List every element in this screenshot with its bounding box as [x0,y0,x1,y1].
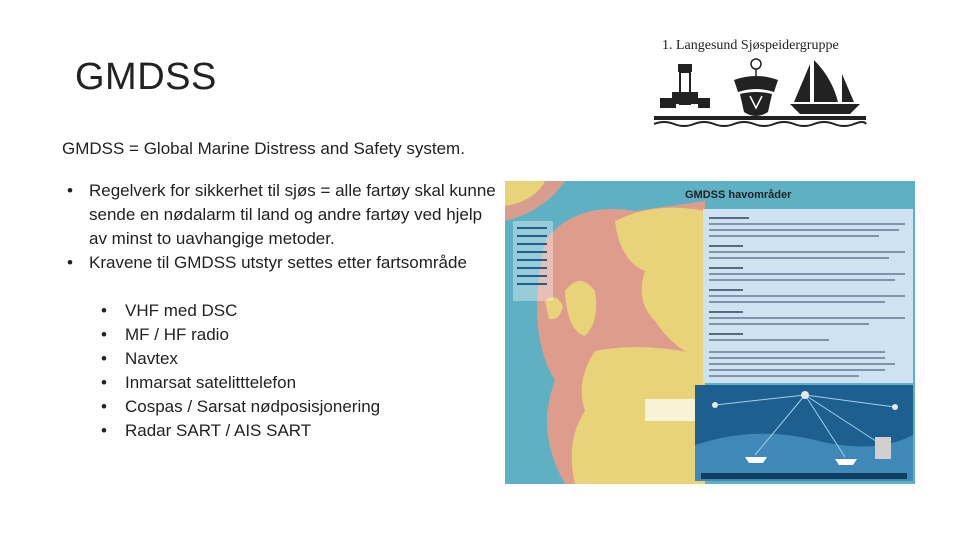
panel-text-line [709,369,885,371]
main-bullet-list [62,179,502,275]
panel-text-line [709,295,905,297]
equipment-item: • Inmarsat satelitttelefon [99,371,502,395]
sea-areas-figure [505,181,915,484]
map-info-box [645,399,701,421]
equipment-item: • Cospas / Sarsat nødposisjonering [99,395,502,419]
map-legend-line [517,283,547,285]
bullet-item: • Regelverk for sikkerhet til sjøs = alle fartøy skal kunne sende en nødalarm til land og andre fartøy ved hjelp av minst to uavhangige metoder. [62,179,502,251]
coast-station-icon [875,437,891,459]
equipment-item: • Radar SART / AIS SART [99,419,502,443]
map-legend-line [517,251,547,253]
scout-emblem-icon [734,59,778,116]
map-legend-line [517,275,547,277]
satellite-communication-diagram [695,385,913,481]
lighthouse-icon [660,64,710,108]
club-logo [650,34,872,134]
panel-text-line [709,323,869,325]
satellite-icon [801,391,809,399]
panel-text-line [709,301,885,303]
panel-text-line [709,363,895,365]
panel-text-line [709,279,895,281]
panel-text-line [709,289,743,291]
map-legend-line [517,227,547,229]
bullet-item: • Kravene til GMDSS utstyr settes etter fartsområde [62,251,502,275]
logo-graphic [650,56,872,134]
panel-text-line [709,317,905,319]
panel-text-line [709,251,905,253]
panel-text-line [709,351,885,353]
equipment-item: • VHF med DSC [99,299,502,323]
logo-text: 1. Langesund Sjøspeidergruppe [662,38,839,53]
figure-heading: GMDSS havområder [685,189,792,201]
map-legend-line [517,259,547,261]
panel-text-line [709,339,829,341]
map-legend-line [517,243,547,245]
equipment-item: • MF / HF radio [99,323,502,347]
equipment-item: • Navtex [99,347,502,371]
panel-text-line [709,217,749,219]
map-legend-line [517,267,547,269]
sailboat-icon [790,60,860,114]
panel-text-line [709,223,905,225]
panel-text-line [709,375,859,377]
panel-text-line [709,311,743,313]
map-legend-line [517,235,547,237]
area-label-bar [701,473,907,479]
panel-text-line [709,245,743,247]
definition-text: GMDSS = Global Marine Distress and Safety system. [62,139,465,158]
wave-line [654,122,866,126]
panel-text-line [709,267,743,269]
panel-text-line [709,357,885,359]
panel-text-line [709,273,905,275]
slide-title: GMDSS [75,56,217,98]
panel-text-line [709,333,743,335]
waterline [654,116,866,120]
panel-text-line [709,235,879,237]
satellite-icon [712,402,718,408]
satellite-icon [892,404,898,410]
sea-area-description-panel [703,209,913,383]
panel-text-line [709,257,889,259]
slide-body [62,137,502,443]
panel-text-line [709,229,899,231]
equipment-list [62,299,502,443]
